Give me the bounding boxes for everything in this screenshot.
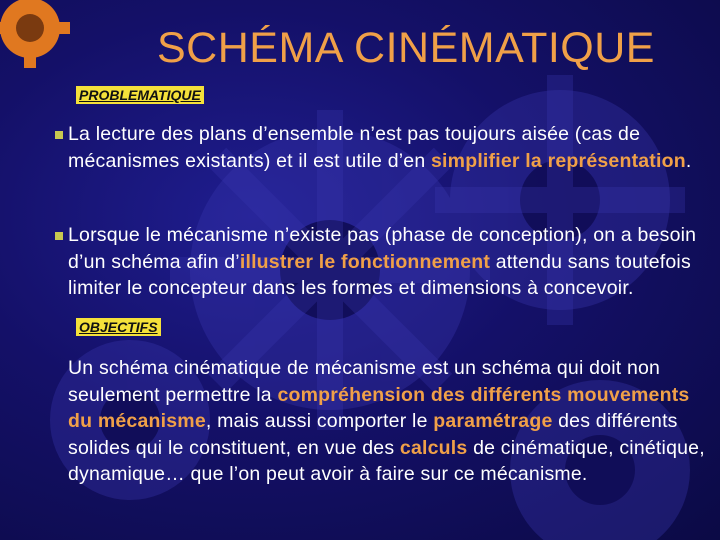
- p2-text-1: Lorsque le mécanisme n’existe pas (phase de conception), on a besoin d’un schéma afin d’: [68, 224, 697, 273]
- bullet-marker: [55, 131, 63, 139]
- p1-highlight-1: simplifier la représentation: [431, 149, 686, 172]
- p2-text-2: attendu sans toutefois limiter le concepteur dans les formes et dimensions à concevoir.: [68, 250, 691, 299]
- slide-title: SCHÉMA CINÉMATIQUE: [157, 24, 655, 72]
- paragraph-1: [68, 121, 713, 174]
- p1-text-2: .: [685, 149, 692, 172]
- paragraph-2: [68, 222, 713, 302]
- p3-text-2: , mais aussi comporter le: [205, 410, 434, 432]
- p3-highlight-2: paramétrage: [433, 410, 553, 432]
- bullet-marker: [55, 232, 63, 240]
- orange-gear-icon: [0, 0, 70, 68]
- p1-text-1: La lecture des plans d’ensemble n’est pas toujours aisée (cas de mécanismes existants) et il est utile d’en: [68, 123, 641, 172]
- p3-highlight-1: compréhension des différents mouvements du mécanisme: [68, 383, 690, 432]
- problem-label: PROBLEMATIQUE: [76, 86, 204, 104]
- p3-text-3: des différents solides qui le constituent, en vue des: [68, 410, 678, 459]
- p3-text-1: Un schéma cinématique de mécanisme est un schéma qui doit non seulement permettre la: [68, 357, 661, 406]
- objectives-label: OBJECTIFS: [76, 318, 161, 336]
- p3-highlight-3: calculs: [399, 436, 468, 459]
- p2-highlight-1: illustrer le fonctionnement: [239, 250, 491, 273]
- paragraph-3: [68, 355, 713, 488]
- p3-text-4: de cinématique, cinétique, dynamique… que l’on peut avoir à faire sur ce mécanisme.: [68, 436, 705, 485]
